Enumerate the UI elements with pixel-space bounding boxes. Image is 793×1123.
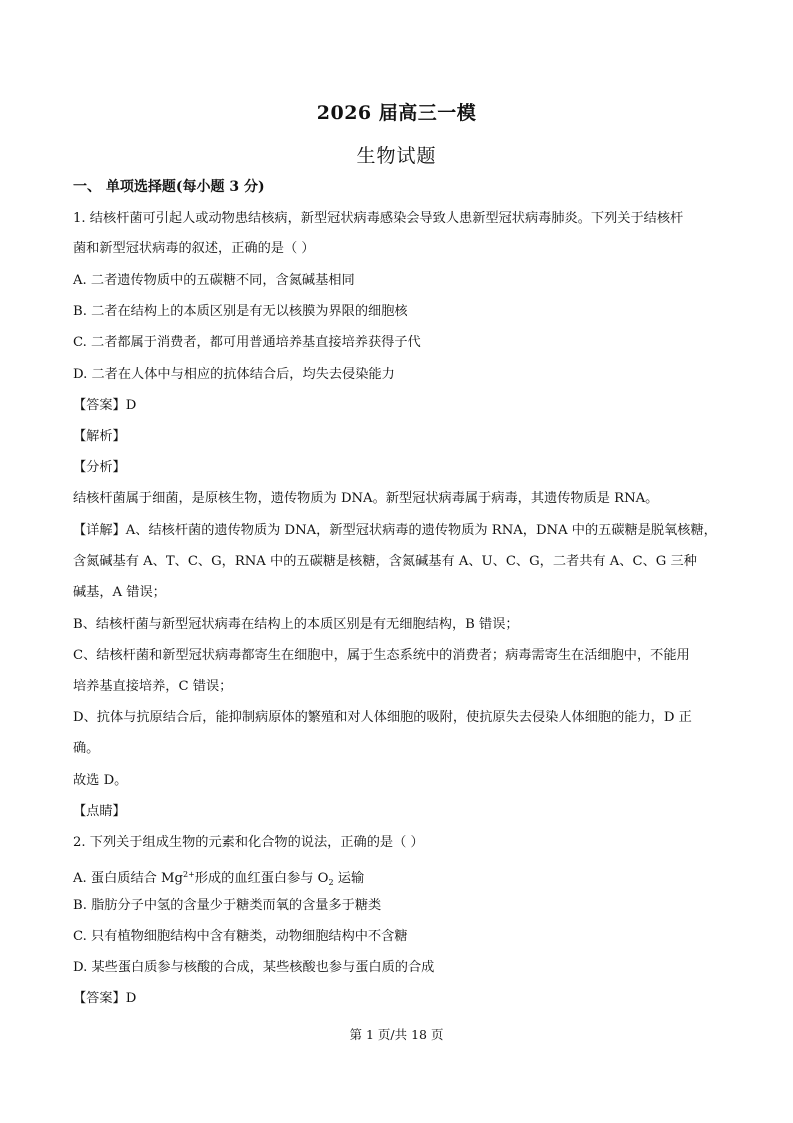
- q1-detail-line1: 【详解】A、结核杆菌的遗传物质为 DNA，新型冠状病毒的遗传物质为 RNA，DNA 中的五碳糖是脱氧核糖，: [73, 523, 717, 538]
- q2-option-a-pre: A. 蛋白质结合 Mg: [73, 871, 183, 886]
- q1-analysis-tag: 【解析】: [73, 429, 126, 444]
- q1-conclusion: 故选 D。: [73, 773, 128, 788]
- q1-detail-d2: 确。: [73, 741, 100, 756]
- q2-option-d: D. 某些蛋白质参与核酸的合成，某些核酸也参与蛋白质的合成: [73, 960, 435, 975]
- q1-detail-b: B、结核杆菌与新型冠状病毒在结构上的本质区别是有无细胞结构，B 错误；: [73, 617, 519, 632]
- q2-option-b: B. 脂肪分子中氢的含量少于糖类而氧的含量多于糖类: [73, 898, 382, 913]
- q1-detail-c2: 培养基直接培养，C 错误；: [73, 679, 233, 694]
- q1-option-d: D. 二者在人体中与相应的抗体结合后，均失去侵染能力: [73, 367, 395, 382]
- q1-stem-line2: 菌和新型冠状病毒的叙述，正确的是（ ）: [73, 241, 315, 256]
- document-title: 2026 届高三一模: [316, 102, 477, 124]
- q1-fenxi-text: 结核杆菌属于细菌，是原核生物，遗传物质为 DNA。新型冠状病毒属于病毒，其遗传物质是 RNA。: [73, 491, 659, 506]
- q1-detail-c1: C、结核杆菌和新型冠状病毒都寄生在细胞中，属于生态系统中的消费者；病毒需寄生在活细胞中，不能用: [73, 648, 690, 663]
- q2-option-a-post: 运输: [333, 871, 365, 886]
- q1-stem-line1: 1. 结核杆菌可引起人或动物患结核病，新型冠状病毒感染会导致人患新型冠状病毒肺炎。下列关于结核杆: [73, 211, 684, 226]
- q1-detail-line3: 碱基，A 错误；: [73, 585, 166, 600]
- q1-option-b: B. 二者在结构上的本质区别是有无以核膜为界限的细胞核: [73, 304, 408, 319]
- q1-option-a: A. 二者遗传物质中的五碳糖不同，含氮碱基相同: [73, 273, 355, 288]
- q1-detail-d1: D、抗体与抗原结合后，能抑制病原体的繁殖和对人体细胞的吸附，使抗原失去侵染人体细胞的能力，D 正: [73, 710, 692, 725]
- q1-answer: 【答案】D: [73, 398, 137, 413]
- q1-fenxi-tag: 【分析】: [73, 460, 126, 475]
- q1-dianjing-tag: 【点睛】: [73, 804, 126, 819]
- q2-option-c: C. 只有植物细胞结构中含有糖类，动物细胞结构中不含糖: [73, 929, 408, 944]
- section-heading: 一、 单项选择题(每小题 3 分): [73, 179, 265, 195]
- q1-option-c: C. 二者都属于消费者，都可用普通培养基直接培养获得子代: [73, 335, 421, 350]
- document-subject: 生物试题: [356, 145, 437, 167]
- q2-stem: 2. 下列关于组成生物的元素和化合物的说法，正确的是（ ）: [73, 835, 424, 850]
- q2-option-a-sup: 2+: [182, 870, 195, 879]
- page-number: 第 1 页/共 18 页: [349, 1027, 444, 1042]
- q1-detail-line2: 含氮碱基有 A、T、C、G，RNA 中的五碳糖是核糖，含氮碱基有 A、U、C、G，二者共有 A、C、G 三种: [73, 554, 697, 569]
- q2-answer: 【答案】D: [73, 991, 137, 1006]
- q2-option-a: [73, 866, 733, 892]
- q2-option-a-sub: 2: [328, 878, 334, 887]
- q2-option-a-mid: 形成的血红蛋白参与 O: [194, 871, 329, 886]
